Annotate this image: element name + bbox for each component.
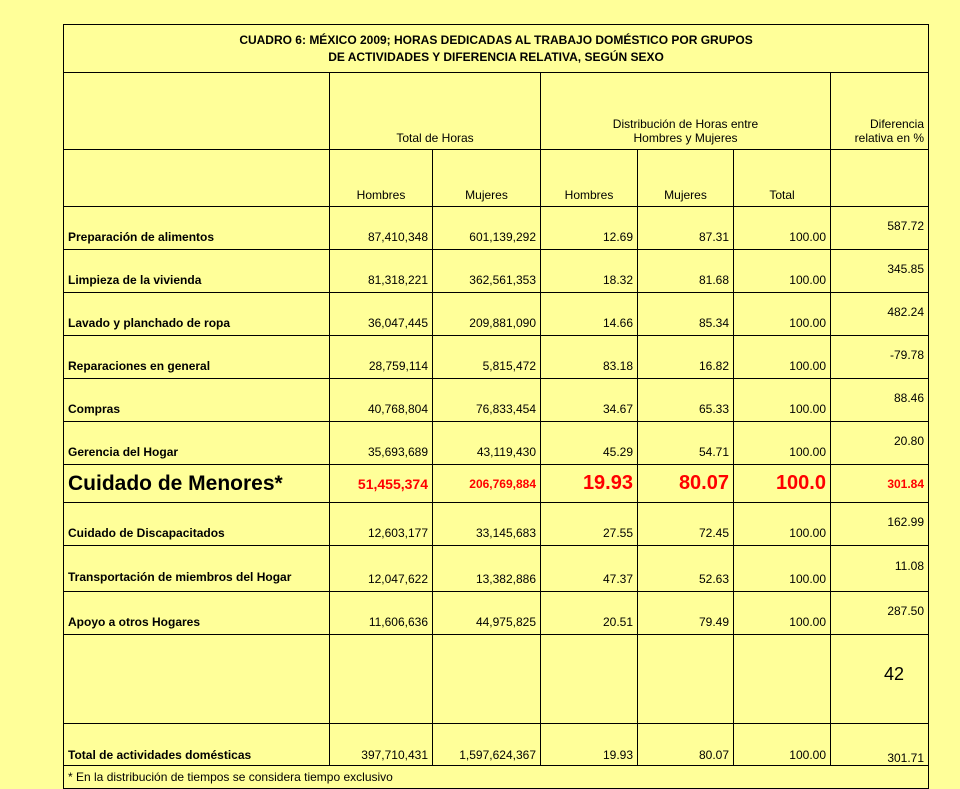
row-label: Cuidado de Menores*	[64, 465, 330, 503]
header-empty-cell-3	[831, 150, 929, 207]
cell-total: 100.00	[734, 379, 831, 422]
header-mujeres-pct: Mujeres	[638, 150, 734, 207]
table-row-apoyo	[64, 592, 929, 635]
cell-mujeres: 43,119,430	[433, 422, 541, 465]
footnote: * En la distribución de tiempos se considera tiempo exclusivo	[64, 766, 929, 789]
header-distribucion-line-2: Hombres y Mujeres	[633, 131, 738, 145]
cell-hombres: 11,606,636	[330, 592, 433, 635]
cell-pct-mujeres: 87.31	[638, 207, 734, 250]
cell-pct-mujeres: 79.49	[638, 592, 734, 635]
table-row-gerencia	[64, 422, 929, 465]
header-mujeres: Mujeres	[433, 150, 541, 207]
cell-mujeres: 601,139,292	[433, 207, 541, 250]
cell-mujeres: 33,145,683	[433, 503, 541, 546]
total-hombres: 397,710,431	[330, 724, 433, 766]
cell-pct-hombres: 18.32	[541, 250, 638, 293]
header-row-1	[64, 73, 929, 150]
row-label: Lavado y planchado de ropa	[64, 293, 330, 336]
cell-pct-mujeres: 72.45	[638, 503, 734, 546]
cell-total: 100.00	[734, 250, 831, 293]
table-row-preparacion	[64, 207, 929, 250]
cell-diferencia: 482.24	[831, 293, 929, 336]
cell-mujeres: 76,833,454	[433, 379, 541, 422]
header-diferencia-line-1: Diferencia	[870, 117, 925, 131]
row-label: Apoyo a otros Hogares	[64, 592, 330, 635]
header-distribucion-line-1: Distribución de Horas entre	[612, 117, 759, 131]
table-row-compras	[64, 379, 929, 422]
total-pct-mujeres: 80.07	[638, 724, 734, 766]
total-row-label: Total de actividades domésticas	[64, 724, 330, 766]
cell-pct-mujeres: 65.33	[638, 379, 734, 422]
title-line-2: DE ACTIVIDADES Y DIFERENCIA RELATIVA, SEGÚN SEXO	[328, 49, 664, 64]
total-diferencia: 301.71	[831, 724, 929, 766]
cell-total: 100.00	[734, 207, 831, 250]
cell-diferencia: 88.46	[831, 379, 929, 422]
cell-mujeres: 13,382,886	[433, 546, 541, 592]
cell-hombres: 81,318,221	[330, 250, 433, 293]
page-number: 42	[884, 664, 905, 684]
empty-cell	[734, 635, 831, 724]
cell-hombres: 36,047,445	[330, 293, 433, 336]
table-row-discapacitados	[64, 503, 929, 546]
cell-pct-mujeres: 85.34	[638, 293, 734, 336]
cell-pct-mujeres: 16.82	[638, 336, 734, 379]
total-pct-hombres: 19.93	[541, 724, 638, 766]
cell-pct-mujeres: 52.63	[638, 546, 734, 592]
empty-cell	[831, 635, 929, 724]
title-line-1: CUADRO 6: MÉXICO 2009; HORAS DEDICADAS AL TRABAJO DOMÉSTICO POR GRUPOS	[239, 32, 753, 47]
cell-diferencia: 287.50	[831, 592, 929, 635]
cell-pct-mujeres: 81.68	[638, 250, 734, 293]
cell-pct-hombres: 34.67	[541, 379, 638, 422]
empty-cell	[433, 635, 541, 724]
header-hombres-pct: Hombres	[541, 150, 638, 207]
table-row-reparaciones	[64, 336, 929, 379]
cell-hombres: 35,693,689	[330, 422, 433, 465]
row-label: Gerencia del Hogar	[64, 422, 330, 465]
empty-cell	[638, 635, 734, 724]
cell-hombres: 28,759,114	[330, 336, 433, 379]
header-empty-cell-2	[64, 150, 330, 207]
domestic-work-table	[63, 24, 929, 789]
table-title	[64, 25, 929, 73]
cell-pct-hombres: 20.51	[541, 592, 638, 635]
header-total-horas	[330, 73, 541, 150]
cell-pct-hombres: 83.18	[541, 336, 638, 379]
header-empty-cell	[64, 73, 330, 150]
cell-pct-hombres: 45.29	[541, 422, 638, 465]
cell-pct-hombres: 12.69	[541, 207, 638, 250]
cell-mujeres: 44,975,825	[433, 592, 541, 635]
cell-pct-hombres: 19.93	[541, 465, 638, 503]
cell-diferencia: 11.08	[831, 546, 929, 592]
cell-diferencia: 345.85	[831, 250, 929, 293]
cell-total: 100.00	[734, 422, 831, 465]
cell-diferencia: 20.80	[831, 422, 929, 465]
table-row-lavado	[64, 293, 929, 336]
empty-cell	[64, 635, 330, 724]
cell-pct-hombres: 27.55	[541, 503, 638, 546]
table-row-total	[64, 724, 929, 766]
table-row-cuidado-menores	[64, 465, 929, 503]
total-total: 100.00	[734, 724, 831, 766]
row-label: Compras	[64, 379, 330, 422]
header-distribucion	[541, 73, 831, 150]
cell-total: 100.00	[734, 592, 831, 635]
empty-cell	[330, 635, 433, 724]
cell-hombres: 51,455,374	[330, 465, 433, 503]
row-label: Reparaciones en general	[64, 336, 330, 379]
cell-diferencia: 301.84	[831, 465, 929, 503]
cell-total: 100.00	[734, 546, 831, 592]
cell-hombres: 87,410,348	[330, 207, 433, 250]
row-label: Preparación de alimentos	[64, 207, 330, 250]
cell-total: 100.00	[734, 503, 831, 546]
table-row-transportacion	[64, 546, 929, 592]
cell-mujeres: 206,769,884	[433, 465, 541, 503]
cell-mujeres: 362,561,353	[433, 250, 541, 293]
cell-pct-mujeres: 80.07	[638, 465, 734, 503]
header-diferencia	[831, 73, 929, 150]
header-hombres: Hombres	[330, 150, 433, 207]
cell-pct-mujeres: 54.71	[638, 422, 734, 465]
footnote-row	[64, 766, 929, 789]
title-row	[64, 25, 929, 73]
cell-pct-hombres: 14.66	[541, 293, 638, 336]
header-total: Total	[734, 150, 831, 207]
cell-mujeres: 5,815,472	[433, 336, 541, 379]
header-total-horas-label: Total de Horas	[396, 131, 474, 145]
cell-total: 100.0	[734, 465, 831, 503]
cell-diferencia: 162.99	[831, 503, 929, 546]
empty-cell	[541, 635, 638, 724]
cell-diferencia: -79.78	[831, 336, 929, 379]
table-row-limpieza	[64, 250, 929, 293]
cell-total: 100.00	[734, 293, 831, 336]
row-label: Cuidado de Discapacitados	[64, 503, 330, 546]
cell-mujeres: 209,881,090	[433, 293, 541, 336]
row-label: Transportación de miembros del Hogar	[64, 546, 330, 592]
table-row-empty	[64, 635, 929, 724]
row-label: Limpieza de la vivienda	[64, 250, 330, 293]
total-mujeres: 1,597,624,367	[433, 724, 541, 766]
header-row-2	[64, 150, 929, 207]
cell-hombres: 12,603,177	[330, 503, 433, 546]
header-diferencia-line-2: relativa en %	[854, 131, 925, 145]
cell-total: 100.00	[734, 336, 831, 379]
cell-pct-hombres: 47.37	[541, 546, 638, 592]
cell-hombres: 12,047,622	[330, 546, 433, 592]
cell-hombres: 40,768,804	[330, 379, 433, 422]
cell-diferencia: 587.72	[831, 207, 929, 250]
